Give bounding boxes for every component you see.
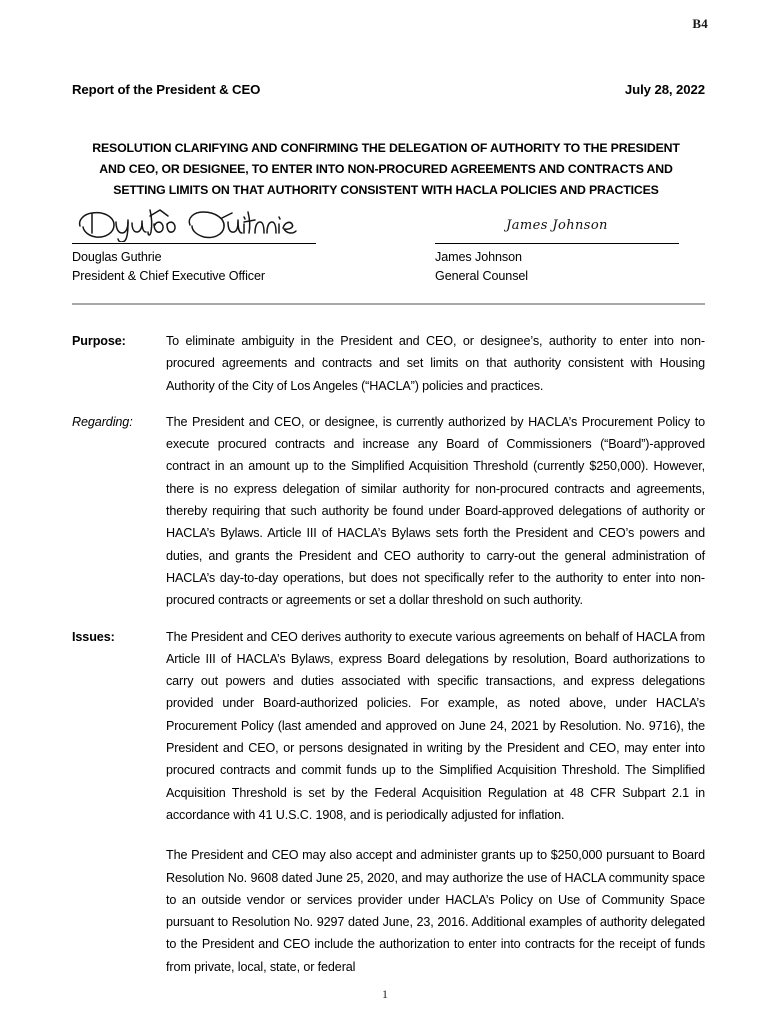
signature-block-president [72, 206, 316, 286]
section-label: Purpose: [72, 334, 126, 348]
running-header [72, 82, 705, 97]
section-content [166, 411, 705, 612]
resolution-title-line-1: RESOLUTION CLARIFYING AND CONFIRMING THE DELEGATION OF AUTHORITY TO THE PRESIDENT [92, 141, 680, 155]
signer-name: Douglas Guthrie [72, 250, 162, 264]
signer-title: President & Chief Executive Officer [72, 269, 265, 283]
signature-block-counsel [435, 206, 679, 286]
document-body [72, 330, 705, 992]
section-content [166, 626, 705, 978]
section-label: Issues: [72, 629, 115, 644]
paragraph: To eliminate ambiguity in the President and CEO, or designee’s, authority to enter into non-procured agreements and contracts and set limits on that authority consistent with Housing Authority of the City of Los Angeles (“HACLA”) policies and practices. [166, 334, 705, 393]
page-number: 1 [382, 987, 388, 1001]
section-divider [72, 303, 705, 305]
paragraph: The President and CEO derives authority to execute various agreements on behalf of HACLA from Article III of HACLA’s Bylaws, express Board delegations by resolution, Board authorizations to carry out powers and duties associated with specific transactions, and express delegations provided under Board-authorized policies. For example, as noted above, under HACLA’s Procurement Policy (last amended and approved on June 24, 2021 by Resolution. No. 9716), the President and CEO, or persons designated in writing by the President and CEO, may enter into procured contracts and commit funds up to the Simplified Acquisition Threshold. The Simplified Acquisition Threshold is set by the Federal Acquisition Regulation at 48 CFR Subpart 2.1 in accordance with 41 U.S.C. 1908, and is periodically adjusted for inflation. [166, 629, 705, 822]
report-date: July 28, 2022 [624, 82, 705, 97]
resolution-title-line-3: SETTING LIMITS ON THAT AUTHORITY CONSISTENT WITH HACLA POLICIES AND PRACTICES [113, 183, 659, 197]
script-signature-text: James Johnson [506, 218, 608, 233]
signer-title: General Counsel [435, 269, 529, 283]
resolution-title-line-2: AND CEO, OR DESIGNEE, TO ENTER INTO NON-PROCURED AGREEMENTS AND CONTRACTS AND [99, 162, 673, 176]
paragraph: The President and CEO may also accept and administer grants up to $250,000 pursuant to Board Resolution No. 9608 dated June 25, 2020, and may authorize the use of HACLA community space to an outside vendor or services provider under HACLA’s Policy on Use of Community Space pursuant to Resolution No. 9297 dated June, 23, 2016. Additional examples of authority delegated to the President and CEO include the authorization to enter into contracts for the receipt of funds from private, local, state, or federal [166, 848, 705, 974]
handwritten-signature-icon [72, 206, 316, 242]
section-label: Regarding: [72, 414, 133, 429]
paragraph: The President and CEO, or designee, is currently authorized by HACLA’s Procurement Policy to execute procured contracts and increase any Board of Commissioners (“Board”)-approved contract in an amount up to the Simplified Acquisition Threshold (currently $250,000). However, there is no express delegation of similar authority for non-procured contracts and agreements, thereby requiring that such authority be found under Board-approved delegations of authority or HACLA’s Bylaws. Article III of HACLA’s Bylaws sets forth the President and CEO’s powers and duties, and grants the President and CEO authority to carry-out the general administration of HACLA’s day-to-day operations, but does not specifically refer to the authority to enter into non-procured contracts or agreements or set a dollar threshold on such authority. [166, 414, 705, 608]
section-content [166, 330, 705, 397]
signer-name: James Johnson [435, 250, 522, 264]
report-title: Report of the President & CEO [72, 82, 261, 97]
signature-area [72, 206, 698, 294]
section-purpose [72, 330, 705, 397]
section-issues [72, 626, 705, 978]
document-tag: B4 [692, 16, 708, 31]
resolution-title [76, 138, 696, 201]
script-signature-icon [435, 206, 679, 242]
section-regarding [72, 411, 705, 612]
